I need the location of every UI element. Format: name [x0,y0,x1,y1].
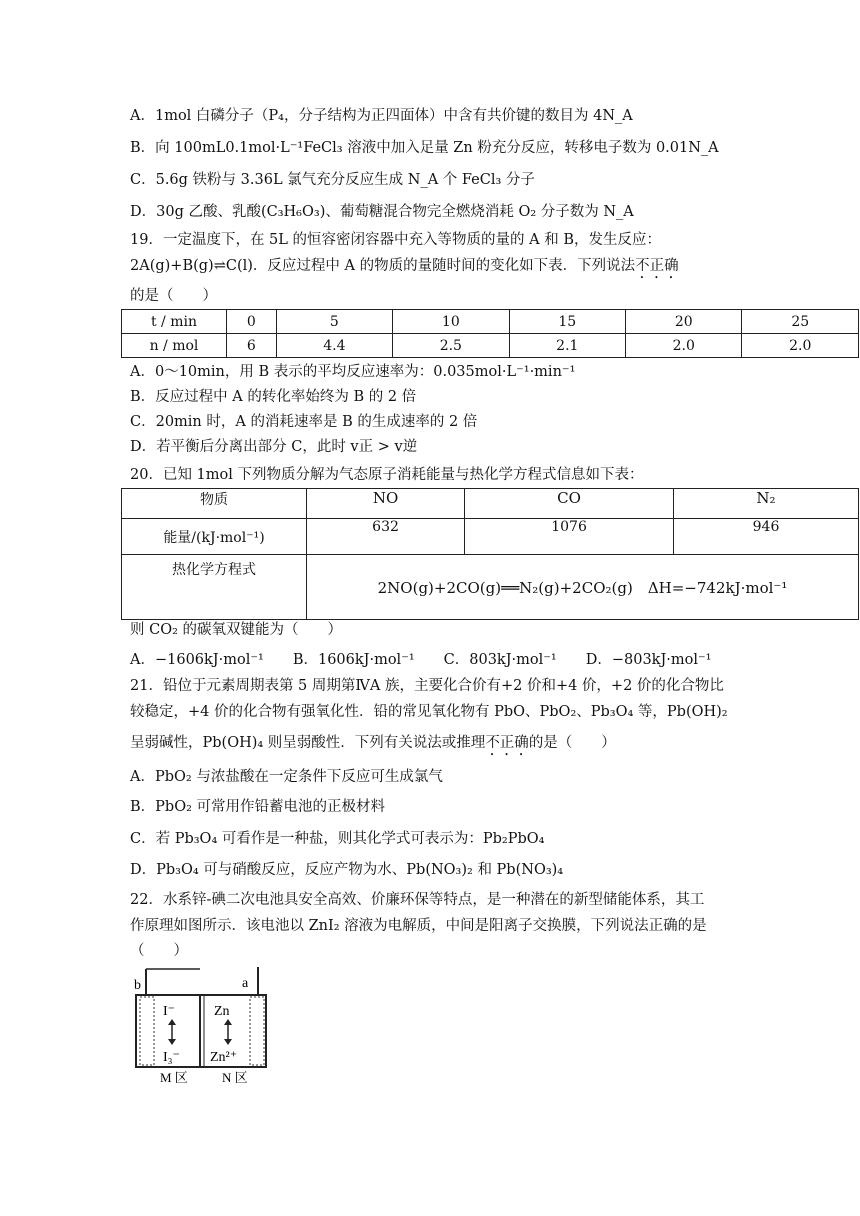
table-cell: 0 [227,310,277,334]
zone-n-label: N 区 [222,1070,248,1085]
q21-stem-line3-end: 的是（ ） [528,735,616,751]
table-header-cell: N₂ [674,489,859,519]
q19-option-a: A．0～10min，用 B 表示的平均反应速率为：0.035mol·L⁻¹·min⁻¹ [130,364,576,380]
table-cell: 2.5 [393,334,509,358]
q21-emphasis: 不正确 [485,735,529,751]
q21-option-d: D．Pb₃O₄ 可与硝酸反应，反应产物为水、Pb(NO₃)₂ 和 Pb(NO₃)₄ [130,862,564,878]
q20-options: A．−1606kJ·mol⁻¹ B．1606kJ·mol⁻¹ C．803kJ·mol⁻¹ D．−803kJ·mol⁻¹ [130,652,712,668]
table-row [122,519,859,555]
q20-table [121,488,859,620]
table-cell: 1076 [465,519,674,555]
table-cell: 5 [276,310,392,334]
table-header-cell: 能量/(kJ·mol⁻¹) [122,519,307,555]
q21-stem-line3-text: 呈弱碱性，Pb(OH)₄ 则呈弱酸性．下列有关说法或推理 [130,735,486,751]
left-electrode [140,997,154,1065]
q22-stem-line1: 22．水系锌-碘二次电池具安全高效、价廉环保等特点，是一种潜在的新型储能体系，其工 [130,892,705,908]
table-cell: 2.0 [742,334,859,358]
electrode-a-label: a [242,976,249,991]
zinc-ion-label: Zn²⁺ [210,1050,238,1065]
iodide-label: I⁻ [163,1004,176,1019]
q20-question: 则 CO₂ 的碳氧双键能为（ ） [130,622,343,638]
q21-stem-line3 [130,733,616,759]
table-cell: 4.4 [276,334,392,358]
table-cell: 2.0 [626,334,742,358]
q22-stem-line3: （ ） [130,943,188,959]
q18-option-c: C．5.6g 铁粉与 3.36L 氯气充分反应生成 N_A 个 FeCl₃ 分子 [130,172,535,188]
q18-option-a: A．1mol 白磷分子（P₄，分子结构为正四面体）中含有共价键的数目为 4N_A [130,108,633,124]
table-cell: 25 [742,310,859,334]
electrode-b-label: b [134,978,141,993]
table-row [122,334,859,358]
table-header-cell: 物质 [122,489,307,519]
q21-stem-line2: 较稳定，+4 价的化合物有强氧化性．铅的常见氧化物有 PbO、PbO₂、Pb₃O₄ 等，Pb(OH)₂ [130,704,728,720]
q19-table [121,309,859,358]
table-header-cell: t / min [122,310,227,334]
table-cell: 20 [626,310,742,334]
q21-option-c: C．若 Pb₃O₄ 可看作是一种盐，则其化学式可表示为：Pb₂PbO₄ [130,831,545,847]
table-header-cell: n / mol [122,334,227,358]
zone-m-label: M 区 [160,1070,188,1085]
q19-option-c: C．20min 时，A 的消耗速率是 B 的生成速率的 2 倍 [130,414,478,430]
table-cell: 2.1 [509,334,625,358]
table-cell: 6 [227,334,277,358]
table-header-cell: 热化学方程式 [122,555,307,620]
q20-stem: 20．已知 1mol 下列物质分解为气态原子消耗能量与热化学方程式信息如下表： [130,467,644,483]
q19-stem-line2 [130,256,679,282]
right-electrode [250,997,264,1065]
zinc-label: Zn [214,1004,230,1019]
q19-emphasis: 不正确 [635,258,679,274]
q21-stem-line1: 21．铅位于元素周期表第 5 周期第ⅣA 族，主要化合价有+2 价和+4 价，+2 价的化合物比 [130,678,724,694]
table-cell: 15 [509,310,625,334]
battery-diagram [130,965,275,1085]
table-cell: 10 [393,310,509,334]
table-cell: 632 [307,519,465,555]
thermochemical-equation: 2NO(g)+2CO(g)══N₂(g)+2CO₂(g) ΔH=−742kJ·mol⁻¹ [307,555,859,620]
table-row [122,555,859,620]
triiodide-label: I₃⁻ [163,1050,180,1065]
q19-option-d: D．若平衡后分离出部分 C，此时 v正 > v逆 [130,439,418,455]
table-cell: 946 [674,519,859,555]
q19-stem-line1: 19．一定温度下，在 5L 的恒容密闭容器中充入等物质的量的 A 和 B，发生反应： [130,232,661,248]
q18-option-d: D．30g 乙酸、乳酸(C₃H₆O₃)、葡萄糖混合物完全燃烧消耗 O₂ 分子数为 N_A [130,204,634,220]
table-header-cell: CO [465,489,674,519]
table-row [122,489,859,519]
table-row [122,310,859,334]
table-header-cell: NO [307,489,465,519]
q19-option-b: B．反应过程中 A 的转化率始终为 B 的 2 倍 [130,389,417,405]
q21-option-b: B．PbO₂ 可常用作铅蓄电池的正极材料 [130,799,386,815]
q18-option-b: B．向 100mL0.1mol·L⁻¹FeCl₃ 溶液中加入足量 Zn 粉充分反应，转移电子数为 0.01N_A [130,140,719,156]
q19-stem-line2-text: 2A(g)+B(g)⇌C(l)．反应过程中 A 的物质的量随时间的变化如下表．下列说法 [130,258,636,274]
q21-option-a: A．PbO₂ 与浓盐酸在一定条件下反应可生成氯气 [130,769,443,785]
q22-stem-line2: 作原理如图所示．该电池以 ZnI₂ 溶液为电解质，中间是阳离子交换膜，下列说法正确的是 [130,918,707,934]
q19-stem-line3: 的是（ ） [130,288,217,304]
